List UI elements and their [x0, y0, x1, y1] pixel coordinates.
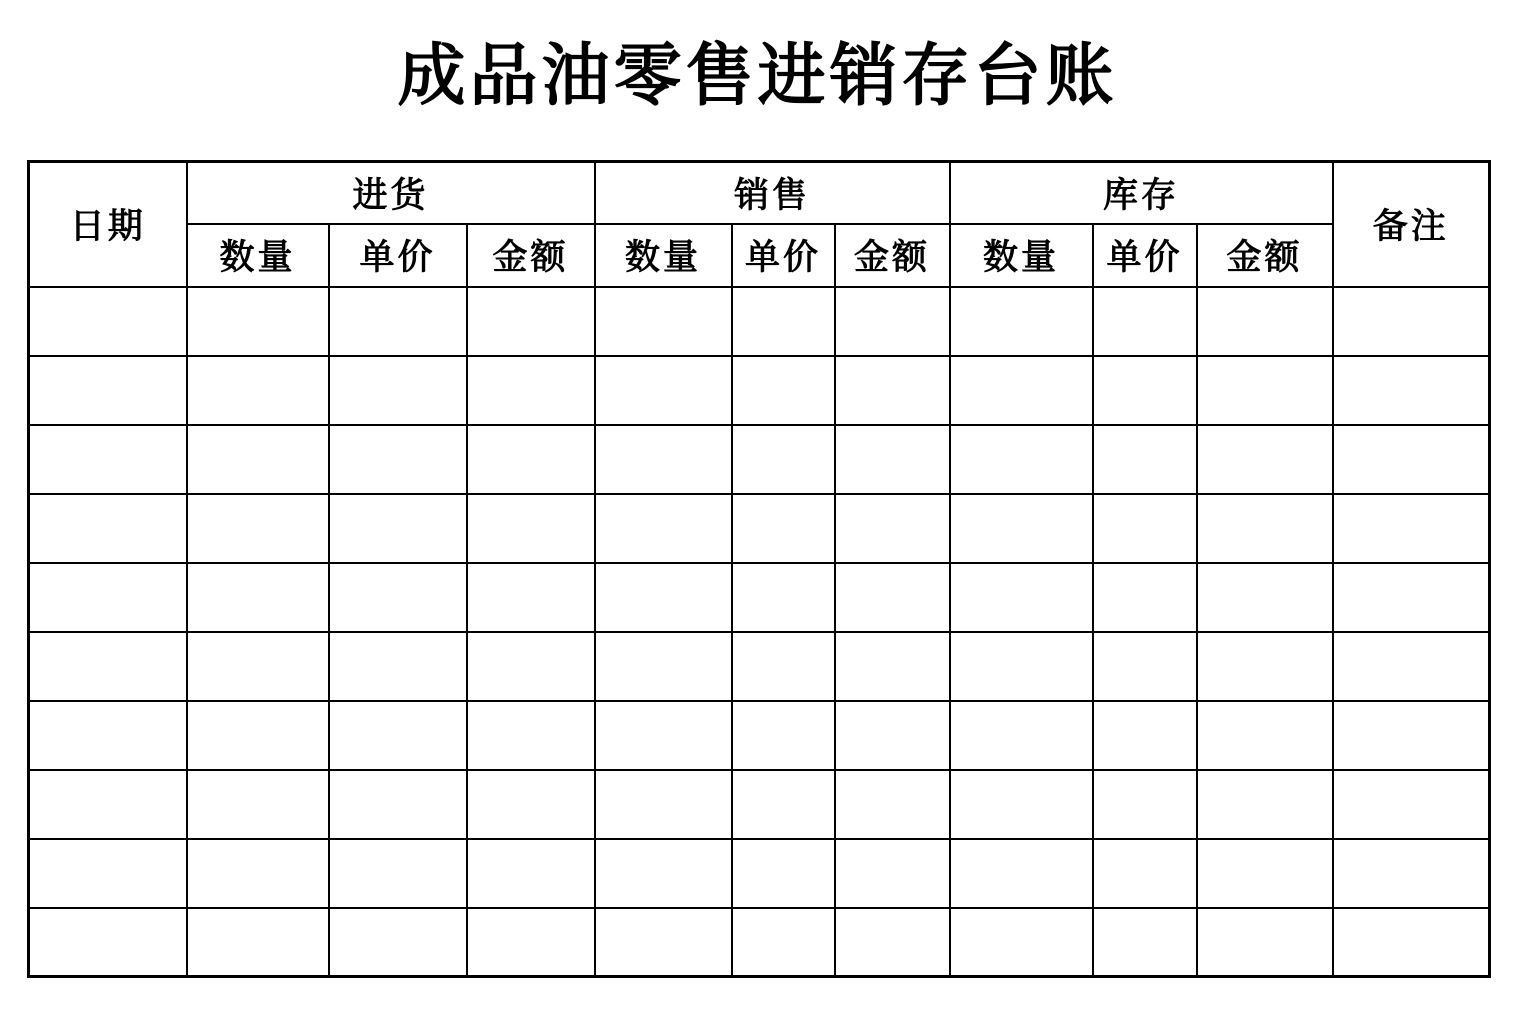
empty-cell — [467, 356, 595, 425]
empty-cell — [835, 839, 950, 908]
empty-cell — [732, 632, 835, 701]
empty-cell — [950, 287, 1093, 356]
empty-cell — [595, 839, 732, 908]
empty-cell — [29, 701, 187, 770]
empty-cell — [1197, 287, 1333, 356]
empty-cell — [835, 908, 950, 977]
empty-cell — [187, 425, 329, 494]
empty-cell — [467, 839, 595, 908]
ledger-row — [29, 632, 1490, 701]
date-column-header: 日期 — [29, 162, 187, 287]
empty-cell — [187, 287, 329, 356]
empty-cell — [29, 839, 187, 908]
ledger-row — [29, 770, 1490, 839]
empty-cell — [950, 770, 1093, 839]
ledger-row — [29, 356, 1490, 425]
empty-cell — [329, 356, 467, 425]
purchase-unitprice-header: 单价 — [329, 224, 467, 287]
sales-group-header: 销售 — [595, 162, 950, 224]
ledger-row — [29, 908, 1490, 977]
empty-cell — [595, 908, 732, 977]
empty-cell — [329, 425, 467, 494]
empty-cell — [1093, 287, 1197, 356]
empty-cell — [467, 632, 595, 701]
empty-cell — [835, 425, 950, 494]
empty-cell — [329, 908, 467, 977]
empty-cell — [1333, 356, 1490, 425]
empty-cell — [950, 632, 1093, 701]
empty-cell — [595, 701, 732, 770]
empty-cell — [329, 563, 467, 632]
empty-cell — [467, 563, 595, 632]
empty-cell — [467, 494, 595, 563]
empty-cell — [1333, 425, 1490, 494]
empty-cell — [1093, 494, 1197, 563]
empty-cell — [1197, 908, 1333, 977]
empty-cell — [1197, 770, 1333, 839]
empty-cell — [732, 494, 835, 563]
ledger-table-header — [29, 162, 1490, 287]
ledger-table-body — [29, 287, 1490, 977]
empty-cell — [950, 425, 1093, 494]
empty-cell — [29, 632, 187, 701]
empty-cell — [732, 563, 835, 632]
empty-cell — [1333, 494, 1490, 563]
header-sub-row — [29, 224, 1490, 287]
empty-cell — [1093, 839, 1197, 908]
empty-cell — [1197, 563, 1333, 632]
empty-cell — [950, 494, 1093, 563]
empty-cell — [1197, 839, 1333, 908]
empty-cell — [950, 839, 1093, 908]
empty-cell — [1333, 770, 1490, 839]
empty-cell — [467, 701, 595, 770]
empty-cell — [732, 839, 835, 908]
empty-cell — [1333, 287, 1490, 356]
empty-cell — [1093, 563, 1197, 632]
empty-cell — [950, 563, 1093, 632]
empty-cell — [29, 287, 187, 356]
empty-cell — [467, 770, 595, 839]
empty-cell — [1093, 908, 1197, 977]
empty-cell — [187, 632, 329, 701]
empty-cell — [329, 839, 467, 908]
empty-cell — [29, 356, 187, 425]
empty-cell — [835, 494, 950, 563]
inventory-unitprice-header: 单价 — [1093, 224, 1197, 287]
purchase-group-header: 进货 — [187, 162, 595, 224]
empty-cell — [1333, 839, 1490, 908]
empty-cell — [1197, 425, 1333, 494]
remarks-column-header: 备注 — [1333, 162, 1490, 287]
empty-cell — [467, 425, 595, 494]
ledger-table — [27, 160, 1491, 978]
empty-cell — [732, 908, 835, 977]
empty-cell — [835, 563, 950, 632]
sales-unitprice-header: 单价 — [732, 224, 835, 287]
empty-cell — [329, 701, 467, 770]
empty-cell — [1197, 494, 1333, 563]
empty-cell — [732, 770, 835, 839]
empty-cell — [595, 563, 732, 632]
empty-cell — [595, 356, 732, 425]
empty-cell — [1333, 701, 1490, 770]
empty-cell — [329, 287, 467, 356]
empty-cell — [1197, 356, 1333, 425]
inventory-quantity-header: 数量 — [950, 224, 1093, 287]
empty-cell — [187, 839, 329, 908]
empty-cell — [732, 425, 835, 494]
empty-cell — [1093, 770, 1197, 839]
empty-cell — [595, 425, 732, 494]
ledger-row — [29, 839, 1490, 908]
empty-cell — [329, 494, 467, 563]
empty-cell — [595, 632, 732, 701]
ledger-row — [29, 287, 1490, 356]
ledger-row — [29, 701, 1490, 770]
empty-cell — [29, 770, 187, 839]
empty-cell — [467, 287, 595, 356]
empty-cell — [187, 770, 329, 839]
empty-cell — [595, 494, 732, 563]
empty-cell — [1093, 425, 1197, 494]
empty-cell — [950, 908, 1093, 977]
empty-cell — [29, 563, 187, 632]
empty-cell — [835, 287, 950, 356]
empty-cell — [1333, 632, 1490, 701]
sales-quantity-header: 数量 — [595, 224, 732, 287]
empty-cell — [1197, 701, 1333, 770]
empty-cell — [29, 494, 187, 563]
purchase-amount-header: 金额 — [467, 224, 595, 287]
purchase-quantity-header: 数量 — [187, 224, 329, 287]
empty-cell — [1197, 632, 1333, 701]
empty-cell — [1093, 356, 1197, 425]
empty-cell — [329, 770, 467, 839]
ledger-row — [29, 563, 1490, 632]
empty-cell — [1093, 632, 1197, 701]
empty-cell — [595, 287, 732, 356]
empty-cell — [187, 701, 329, 770]
page-title: 成品油零售进销存台账 — [397, 38, 1118, 114]
empty-cell — [950, 356, 1093, 425]
ledger-row — [29, 425, 1490, 494]
header-group-row — [29, 162, 1490, 224]
empty-cell — [187, 908, 329, 977]
empty-cell — [732, 287, 835, 356]
inventory-amount-header: 金额 — [1197, 224, 1333, 287]
empty-cell — [835, 701, 950, 770]
ledger-row — [29, 494, 1490, 563]
empty-cell — [187, 494, 329, 563]
empty-cell — [467, 908, 595, 977]
empty-cell — [29, 425, 187, 494]
sales-amount-header: 金额 — [835, 224, 950, 287]
empty-cell — [329, 632, 467, 701]
empty-cell — [835, 770, 950, 839]
empty-cell — [1093, 701, 1197, 770]
empty-cell — [187, 356, 329, 425]
empty-cell — [187, 563, 329, 632]
empty-cell — [835, 632, 950, 701]
empty-cell — [595, 770, 732, 839]
empty-cell — [835, 356, 950, 425]
inventory-group-header: 库存 — [950, 162, 1333, 224]
empty-cell — [29, 908, 187, 977]
empty-cell — [950, 701, 1093, 770]
empty-cell — [732, 701, 835, 770]
empty-cell — [1333, 563, 1490, 632]
empty-cell — [732, 356, 835, 425]
empty-cell — [1333, 908, 1490, 977]
